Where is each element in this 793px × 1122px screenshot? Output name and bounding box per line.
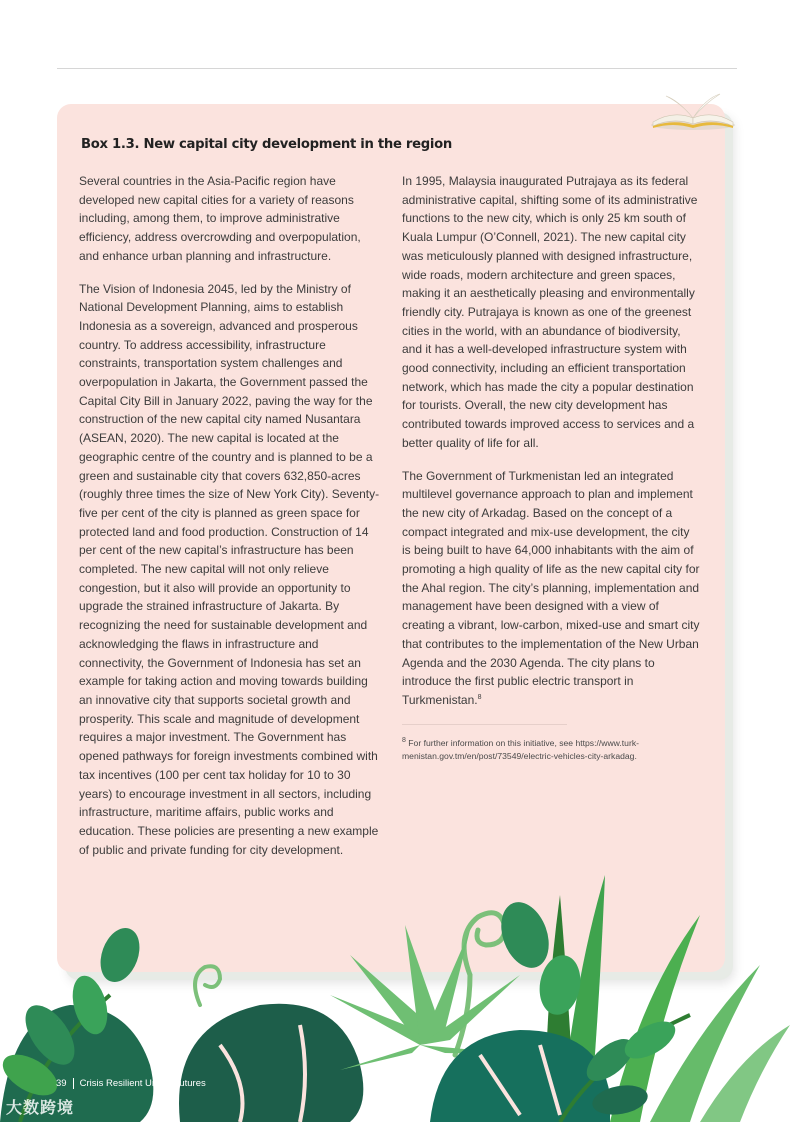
footnote — [402, 737, 700, 763]
footnote-reference[interactable]: 8 — [477, 693, 482, 701]
right-column — [402, 172, 700, 763]
open-book-icon — [648, 92, 738, 132]
page-footer — [56, 1078, 206, 1089]
paragraph-intro: Several countries in the Asia-Pacific region have developed new capital cities for a variety of reasons including, among them, to improve administrative efficiency, address overcrowding and overpopulation, and enhance urban planning and infrastructure. — [79, 174, 361, 263]
left-column — [79, 172, 381, 873]
paragraph-malaysia: In 1995, Malaysia inaugurated Putrajaya as its federal administrative capital, shifting some of its administrative functions to the new city, which is only 25 km south of Kuala Lumpur (O’Connell, 2021). The new capital city was meticulously planned with designed infrastructure, wide roads, modern architecture and green spaces, making it an aesthetically pleasing and environmentally friendly city. Putrajaya is known as one of the greenest cities in the world, with an abundance of biodiversity, and it has a well-developed infrastructure system with good connectivity, including an efficient transportation network, which has made the city a popular destination for tourists. Overall, the new city development has contributed towards improved access to services and a better quality of life for all. — [402, 174, 698, 450]
footnote-text: For further information on this initiative, see https://www.turk-menistan.gov.tm/en/post/73549/electric-vehicles-city-arkadag. — [402, 737, 639, 761]
publication-title: Crisis Resilient Urban Futures — [79, 1078, 206, 1089]
page-number: 39 — [56, 1078, 67, 1089]
paragraph-indonesia: The Vision of Indonesia 2045, led by the Ministry of National Development Planning, aims to establish Indonesia as a sovereign, advanced and prosperous country. To address accessibility, infrastructure constraints, transportation system challenges and overpopulation in Jakarta, the Government passed the Capital City Bill in January 2022, paving the way for the construction of the new capital city named Nusantara (ASEAN, 2020). The new capital is located at the geographic centre of the country and is planned to be a green and sustainable city that covers 632,850-acres (roughly three times the size of New York City). Seventy-five per cent of the city is planned as green space for protected land and food production. Construction of 14 per cent of the new capital’s infrastructure has been completed. The new capital will not only relieve congestion, but it also will provide an opportunity to upgrade the strained infrastructure of Jakarta. By recognizing the need for sustainable development and acknowledging the flaws in infrastructure and connectivity, the Government of Indonesia has set an example for taking action and moving towards building an innovative city that supports societal growth and prosperity. This scale and magnitude of development requires a major investment. The Government has opened pathways for foreign investments combined with tax incentives (100 per cent tax holiday for 10 to 30 years) to encourage investment in all sectors, including infrastructure, maritime affairs, public works and education. These policies are presenting a new example of public and private funding for city development. — [79, 281, 380, 857]
box-title: Box 1.3. New capital city development in the region — [81, 137, 452, 152]
footnote-rule — [402, 724, 567, 725]
paragraph-turkmenistan-text: The Government of Turkmenistan led an integrated multilevel governance approach to plan and implement the new city of Arkadag. Based on the concept of a compact integrated and mix-use development, the city is being built to have 64,000 inhabitants with the aim of promoting a high quality of life as the new capital city for the Ahal region. The city’s planning, implementation and management have been designed with a view of creating a vibrant, low-carbon, mixed-use and smart city that contributes to the implementation of the New Urban Agenda and the 2030 Agenda. The city plans to introduce the first public electric transport in Turkmenistan. — [402, 468, 700, 707]
footnote-marker: 8 — [402, 736, 406, 744]
header-rule — [57, 68, 737, 69]
watermark: 大数跨境 — [6, 1098, 75, 1117]
footer-separator — [73, 1078, 74, 1089]
paragraph-turkmenistan — [402, 467, 700, 710]
